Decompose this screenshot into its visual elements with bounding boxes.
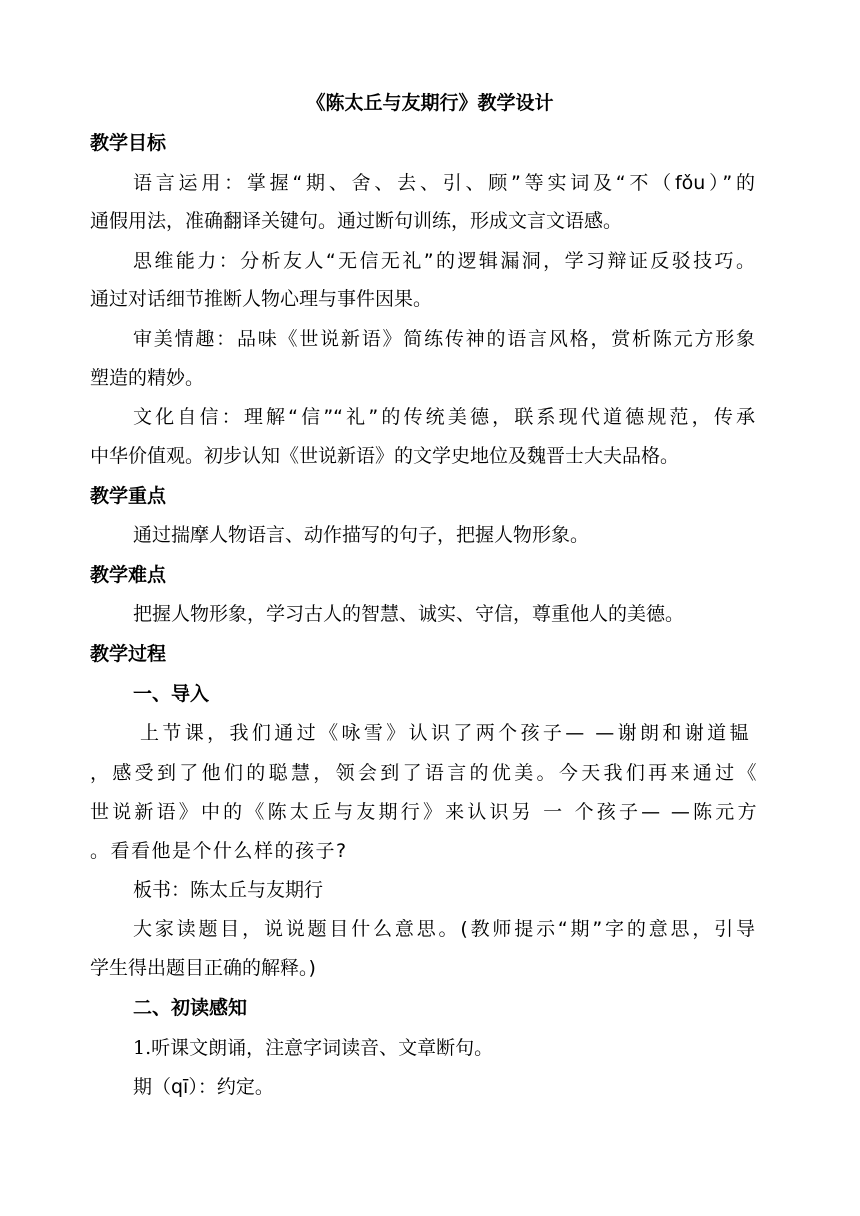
subsection-heading-reading: 二、初读感知	[133, 997, 248, 1019]
objective-aesthetic-line-1: 审美情趣：品味《世说新语》简练传神的语言风格，赏析陈元方形象	[133, 328, 755, 350]
key-points-text: 通过揣摩人物语言、动作描写的句子，把握人物形象。	[133, 524, 590, 546]
intro-paragraph-line-3: 世说新语》中的《陈太丘与友期行》来认识另 一 个孩子— —陈元方	[90, 801, 758, 823]
objective-thinking-line-1: 思维能力：分析友人“无信无礼”的逻辑漏洞，学习辩证反驳技巧。	[133, 250, 755, 272]
intro-paragraph-line-1: 上节课，我们通过《咏雪》认识了两个孩子— —谢朗和谢道韫	[140, 722, 750, 744]
reading-step-text: 听课文朗诵，注意字词读音、文章断句。	[151, 1037, 494, 1059]
section-heading-difficulties: 教学难点	[90, 564, 167, 586]
objective-culture-line-1: 文化自信：理解“信”“礼”的传统美德，联系现代道德规范，传承	[133, 406, 755, 428]
board-writing: 板书：陈太丘与友期行	[133, 879, 324, 901]
subsection-heading-intro: 一、导入	[133, 683, 210, 705]
objective-language-line-2: 通假用法，准确翻译关键句。通过断句训练，形成文言文语感。	[90, 210, 623, 232]
intro-paragraph-line-4: 。看看他是个什么样的孩子?	[90, 840, 348, 862]
objective-culture-line-2: 中华价值观。初步认知《世说新语》的文学史地位及魏晋士大夫品格。	[90, 445, 680, 467]
objective-aesthetic-line-2: 塑造的精妙。	[90, 367, 205, 389]
section-heading-objectives: 教学目标	[90, 132, 167, 154]
objective-language-line-1: 语言运用：掌握“期、舍、去、引、顾”等实词及“不（fǒu）”的	[133, 172, 755, 194]
difficulties-text: 把握人物形象，学习古人的智慧、诚实、守信，尊重他人的美德。	[133, 603, 685, 625]
intro-task-line-2: 学生得出题目正确的解释。)	[90, 957, 316, 979]
section-heading-process: 教学过程	[90, 643, 167, 665]
vocabulary-note: 期（qī）：约定。	[133, 1076, 274, 1098]
intro-paragraph-line-2: ，感受到了他们的聪慧，领会到了语言的优美。今天我们再来通过《	[90, 762, 758, 784]
document-title: 《陈太丘与友期行》教学设计	[306, 92, 554, 114]
reading-step-1	[133, 1036, 493, 1060]
reading-step-number: 1.	[133, 1037, 152, 1059]
intro-task-line-1: 大家读题目，说说题目什么意思。(教师提示“期”字的意思，引导	[133, 918, 755, 940]
objective-thinking-line-2: 通过对话细节推断人物心理与事件因果。	[90, 288, 433, 310]
section-heading-key-points: 教学重点	[90, 485, 167, 507]
